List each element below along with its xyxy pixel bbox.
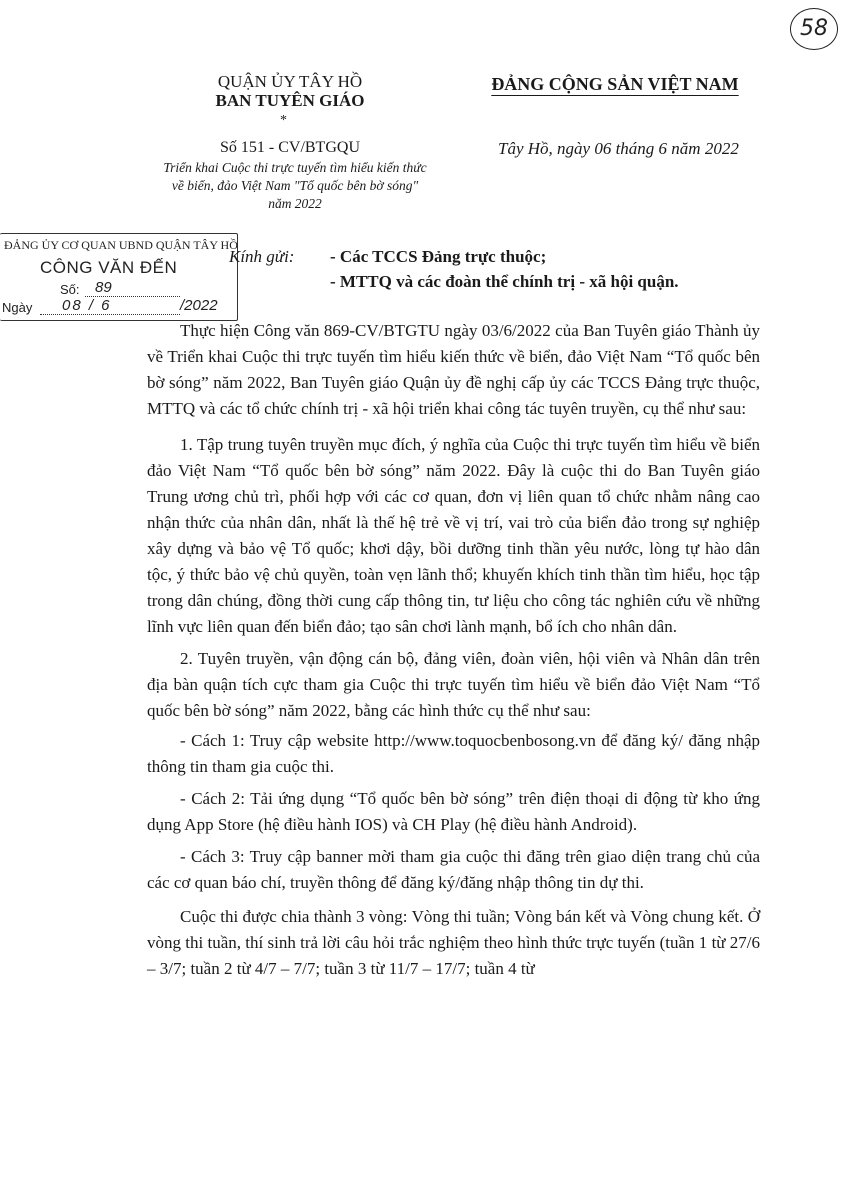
issue-date: Tây Hồ, ngày 06 tháng 6 năm 2022 — [498, 139, 739, 158]
stamp-title: CÔNG VĂN ĐẾN — [40, 258, 178, 277]
method-1: - Cách 1: Truy cập website http://www.toquocbenbosong.vn để đăng ký/ đăng nhập thông tin tham gia cuộc thi. — [147, 731, 760, 776]
stamp-date-label: Ngày — [2, 300, 33, 315]
paragraph-intro: Thực hiện Công văn 869-CV/BTGTU ngày 03/6/2022 của Ban Tuyên giáo Thành ủy về Triển khai Cuộc thi trực tuyến tìm hiểu kiến thức về biển, đảo Việt Nam “Tổ quốc bên bờ sóng” năm 2022, Ban Tuyên giáo Quận ủy đề nghị cấp ủy các TCCS Đảng trực thuộc, MTTQ và các tổ chức chính trị - xã hội triển khai công tác tuyên truyền, cụ thể như sau: — [147, 321, 760, 418]
method-3: - Cách 3: Truy cập banner mời tham gia cuộc thi đăng trên giao diện trang chủ của các cơ quan báo chí, truyền thông để đăng ký/đăng nhập thông tin dự thi. — [147, 847, 760, 892]
party-heading — [470, 74, 760, 95]
stamp-number-value: 89 — [95, 279, 112, 296]
paragraph-rounds: Cuộc thi được chia thành 3 vòng: Vòng thi tuần; Vòng bán kết và Vòng chung kết. Ở vòng thi tuần, thí sinh trả lời câu hỏi trắc nghiệm theo hình thức trực tuyến (tuần 1 từ 27/6 – 3/7; tuần 2 từ 4/7 – 7/7; tuần 3 từ 11/7 – 17/7; tuần 4 từ — [147, 907, 760, 978]
incoming-stamp — [0, 233, 238, 321]
issuing-org — [185, 72, 395, 110]
recipient-2: - MTTQ và các đoàn thể chính trị - xã hội quận. — [330, 272, 679, 291]
stamp-number-label: Số: — [60, 282, 80, 297]
paragraph-1: 1. Tập trung tuyên truyền mục đích, ý nghĩa của Cuộc thi trực tuyến tìm hiểu về biển đảo Việt Nam “Tổ quốc bên bờ sóng” năm 2022. Đây là cuộc thi do Ban Tuyên giáo Trung ương chủ trì, phối hợp với các cơ quan, đơn vị liên quan tổ chức nhằm nâng cao nhận thức của nhân dân, nhất là thế hệ trẻ về vị trí, vai trò của biển đảo trong sự nghiệp xây dựng và bảo vệ Tổ quốc; khơi dậy, bồi dưỡng tinh thần yêu nước, lòng tự hào dân tộc, ý thức bảo vệ chủ quyền, toàn vẹn lãnh thổ; khuyến khích tinh thần tìm hiểu, học tập trong dân chúng, đồng thời cung cấp thông tin, tư liệu cho công tác nghiên cứu về những lĩnh vực liên quan đến biển đảo; tạo sân chơi lành mạnh, bổ ích cho nhân dân. — [147, 435, 760, 636]
greeting-label: Kính gửi: — [229, 247, 295, 266]
stamp-org: ĐẢNG ỦY CƠ QUAN UBND QUẬN TÂY HỒ — [4, 238, 238, 252]
party-name: ĐẢNG CỘNG SẢN VIỆT NAM — [491, 74, 739, 94]
star-mark: * — [280, 113, 287, 128]
recipient-1: - Các TCCS Đảng trực thuộc; — [330, 247, 547, 266]
org-line-2: BAN TUYÊN GIÁO — [215, 91, 365, 110]
document-subject: Triển khai Cuộc thi trực tuyến tìm hiểu kiến thức về biển, đảo Việt Nam "Tổ quốc bên bờ sóng" năm 2022 — [163, 160, 427, 211]
body-text — [147, 318, 760, 982]
document-number: Số 151 - CV/BTGQU — [219, 139, 360, 156]
stamp-date-value: 08 / 6 — [62, 297, 112, 314]
page-number: 58 — [790, 8, 838, 50]
org-line-1: QUẬN ỦY TÂY HỒ — [217, 72, 363, 91]
paragraph-2: 2. Tuyên truyền, vận động cán bộ, đảng viên, đoàn viên, hội viên và Nhân dân trên địa bàn quận tích cực tham gia Cuộc thi trực tuyến tìm hiểu về biển đảo Việt Nam “Tổ quốc bên bờ sóng” năm 2022, bằng các hình thức cụ thể như sau: — [147, 649, 760, 720]
method-2: - Cách 2: Tải ứng dụng “Tổ quốc bên bờ sóng” trên điện thoại di động từ kho ứng dụng App Store (hệ điều hành IOS) và CH Play (hệ điều hành Android). — [147, 789, 760, 834]
stamp-year: /2022 — [180, 297, 218, 314]
